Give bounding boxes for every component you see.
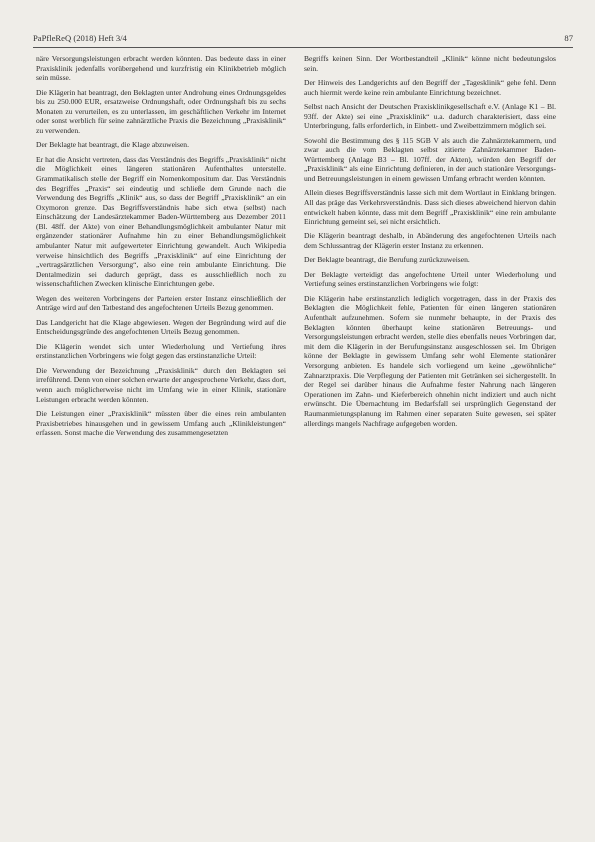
paragraph: Die Klägerin beantragt deshalb, in Abänderung des angefochtenen Urteils nach dem Schlussantrag der Klägerin erster Instanz zu erkennen. <box>304 231 556 251</box>
paragraph: näre Versorgungsleistungen erbracht werden könnten. Das bedeute dass in einer Praxisklinik jedenfalls vorübergehend und kurzfristig ein Klinikbetrieb möglich sein müsse. <box>36 54 286 83</box>
paragraph: Die Klägerin wendet sich unter Wiederholung und Vertiefung ihres erstinstanzlichen Vorbringens wie folgt gegen das erstinstanzliche Urteil: <box>36 341 286 361</box>
left-column <box>36 54 286 443</box>
paragraph: Die Klägerin hat beantragt, den Beklagten unter Androhung eines Ordnungsgeldes bis zu 250.000 EUR, ersatzweise Ordnungshaft, oder Ordnungshaft bis zu sechs Monaten zu verurteilen, es zu unterlassen, im geschäftlichen Verkehr im Internet oder sonst werblich für seine zahnärztliche Praxis die Bezeichnung „Praxisklinik“ zu verwenden. <box>36 87 286 135</box>
paragraph: Die Verwendung der Bezeichnung „Praxisklinik“ durch den Beklagten sei irreführend. Denn von einer solchen erwarte der angesprochene Verkehr, dass dort, wenn auch möglicherweise nicht im Umfang wie in einer Klinik, stationäre Leistungen erbracht werden könnten. <box>36 365 286 404</box>
paragraph: Der Beklagte beantragt, die Berufung zurückzuweisen. <box>304 255 470 265</box>
right-column <box>304 54 556 433</box>
paragraph: Die Klägerin habe erstinstanzlich lediglich vorgetragen, dass in der Praxis des Beklagten die Möglichkeit fehle, Patienten für einen längeren stationären Aufenthalt aufzunehmen. Sofern sie nunmehr behaupte, in der Praxis des Beklagten könnten überhaupt keine stationären Betreuungs- und Versorgungsleistungen erbracht werden, stelle dies ebenfalls neues Vorbringen dar, mit dem die Klägerin in der Berufungsinstanz ausgeschlossen sei. Im Übrigen könne der Beklagte in gewissem Umfang sehr wohl Elemente stationärer Versorgung anbieten. Es handele sich vorliegend um keine „gewöhnliche“ Zahnarztpraxis. Die Verpflegung der Patienten mit Getränken sei sichergestellt. In der Regel sei darüber hinaus die Aufnahme fester Nahrung nach längeren Operationen im Zahn- und Kieferbereich ohnehin nicht indiziert und auch nicht erwünscht. Die Übernachtung im Bedarfsfall sei ursprünglich Gegenstand der Raumanmietungsplanung im Rahmen einer separaten Suite gewesen, sei später allerdings mangels Nachfrage aufgegeben worden. <box>304 293 556 428</box>
journal-citation: PaPfleReQ (2018) Heft 3/4 <box>33 33 127 43</box>
paragraph: Er hat die Ansicht vertreten, dass das Verständnis des Begriffs „Praxisklinik“ nicht die Möglichkeit eines längeren stationären Aufenthaltes unterstelle. Grammatikalisch stelle der Begriff ein Nomenkompositum dar. Das Verständnis des Begriffes „Praxis“ sei eindeutig und schließe dem Grunde nach die Verwendung des Begriffs „Klinik“ aus, so dass der Begriff „Praxisklinik“ an ein Oxymoron grenze. Das Begriffsverständnis habe sich etwa (selbst) nach Einschätzung der Landesärztekammer Baden-Württemberg aus Dezember 2011 (Bl. 48ff. der Akte) von einer Behandlungsmöglichkeit ambulanter Natur mit ergänzender stationärer Aufnahme hin zu einer Behandlungsmöglichkeit ambulanter Natur mit aufgewerteter Einrichtung gewandelt. Auch Wikipedia verweise hinsichtlich des Begriffs „Praxisklinik“ auf eine Einrichtung der „vertragsärztlichen Versorgung“, also eine rein ambulante Einrichtung. Die Dentalmedizin sei dadurch geprägt, dass es ausschließlich noch zu wissenschaftlichen Zwecken klinische Einrichtungen gebe. <box>36 154 286 289</box>
header-rule <box>33 47 573 48</box>
paragraph: Selbst nach Ansicht der Deutschen Praxisklinikgesellschaft e.V. (Anlage K1 – Bl. 93ff. der Akte) sei eine „Praxisklinik“ u.a. dadurch charakterisiert, dass eine Unterbringung, falls erforderlich, in Einbett- und Zweibettzimmern möglich sei. <box>304 101 556 131</box>
running-header <box>33 33 573 45</box>
page-number: 87 <box>564 33 573 43</box>
paragraph: Wegen des weiteren Vorbringens der Parteien erster Instanz einschließlich der Anträge wird auf den Tatbestand des angefochtenen Urteils Bezug genommen. <box>36 293 286 313</box>
paragraph: Sowohl die Bestimmung des § 115 SGB V als auch die Zahnärztekammern, und zwar auch die vom Beklagten selbst zitierte Zahnärztekammer Baden-Württemberg (Anlage B3 – Bl. 107ff. der Akten), würden den Begriff der „Praxisklinik“ als eine Einrichtung definieren, in der auch stationäre Versorgungs- und Betreuungsleistungen in einem gewissen Umfang erbracht werden könnten. <box>304 135 556 183</box>
paragraph: Die Leistungen einer „Praxisklinik“ müssten über die eines rein ambulanten Praxisbetriebes hinausgehen und in gewissem Umfang auch „Klinikleistungen“ erfassen. Sonst mache die Verwendung des zusammengesetzten <box>36 408 286 438</box>
paragraph: Das Landgericht hat die Klage abgewiesen. Wegen der Begründung wird auf die Entscheidungsgründe des angefochtenen Urteils Bezug genommen. <box>36 317 286 337</box>
paragraph: Begriffs keinen Sinn. Der Wortbestandteil „Klinik“ könne nicht bedeutungslos sein. <box>304 54 556 73</box>
paragraph: Der Beklagte hat beantragt, die Klage abzuweisen. <box>36 140 189 150</box>
paragraph: Der Hinweis des Landgerichts auf den Begriff der „Tagesklinik“ gehe fehl. Denn auch hiermit werde keine rein ambulante Einrichtung bezeichnet. <box>304 77 556 97</box>
paragraph: Allein dieses Begriffsverständnis lasse sich mit dem Wortlaut in Einklang bringen. All das präge das Verkehrsverständnis. Dass sich dieses abweichend hiervon dahin entwickelt haben könnte, dass mit dem Begriff „Praxisklinik“ eine rein ambulante Einrichtung gemeint sei, sei nicht ersichtlich. <box>304 188 556 227</box>
paragraph: Der Beklagte verteidigt das angefochtene Urteil unter Wiederholung und Vertiefung seines erstinstanzlichen Vorbringens wie folgt: <box>304 269 556 289</box>
